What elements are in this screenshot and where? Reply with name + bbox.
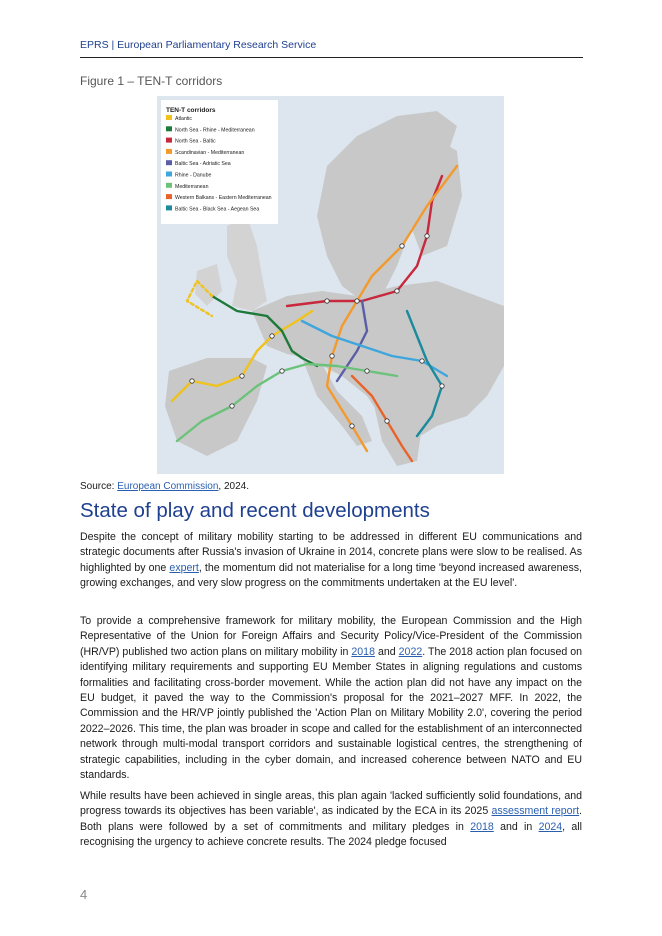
paragraph-3 bbox=[80, 789, 582, 851]
expert-link[interactable]: expert bbox=[169, 561, 199, 574]
legend-label: Baltic Sea - Black Sea - Aegean Sea bbox=[175, 206, 260, 213]
legend-swatch bbox=[166, 149, 172, 154]
action-plan-2022-link[interactable]: 2022 bbox=[398, 645, 423, 658]
figure-source bbox=[80, 481, 249, 492]
legend-label: Atlantic bbox=[175, 116, 193, 122]
section-title: State of play and recent developments bbox=[80, 499, 430, 522]
legend-title: TEN-T corridors bbox=[166, 107, 216, 114]
p2-text-3: . The 2018 action plan focused on identifying military requirements and supporting EU Member States in aligning regulations and customs formalities and facilitating cross-border movement. While the action plan did not have any impact on the EU budget, it paved the way to the Commission's proposal for the 2021–2027 MFF. In 2022, the Commission and the HR/VP jointly published the 'Action Plan on Military Mobility 2.0', covering the period 2022–2026. This time, the plan was broader in scope and called for the establishment of an interconnected network through multi-modal transport corridors and sustainable logistical centres, the strengthening of strategic capabilities, including in the cyber domain, and increased coherence between NATO and EU standards. bbox=[80, 645, 583, 782]
p1-text-2: , the momentum did not materialise for a long time 'beyond increased awareness, growing exchanges, and very slow progress on the commitments undertaken at the EU level'. bbox=[80, 561, 582, 590]
legend-label: Western Balkans - Eastern Mediterranean bbox=[175, 195, 272, 202]
paragraph-1 bbox=[80, 530, 582, 592]
p2-text-2: and bbox=[374, 645, 399, 658]
header-divider bbox=[80, 57, 583, 58]
assessment-report-link[interactable]: assessment report bbox=[491, 805, 580, 818]
legend-label: Baltic Sea - Adriatic Sea bbox=[175, 161, 231, 168]
legend-label: Rhine - Danube bbox=[175, 172, 212, 179]
great-britain-land bbox=[227, 216, 267, 311]
source-prefix: Source: bbox=[80, 481, 118, 492]
p3-text-4: , all recognising the urgency to achieve concrete results. The 2024 pledge focused bbox=[80, 820, 582, 849]
legend-swatch bbox=[166, 126, 172, 131]
legend-label: Mediterranean bbox=[175, 183, 209, 190]
ten-t-corridor-map bbox=[157, 96, 504, 474]
legend-swatch bbox=[166, 160, 172, 165]
figure-caption: Figure 1 – TEN-T corridors bbox=[80, 74, 223, 88]
paragraph-2 bbox=[80, 614, 582, 783]
p2-text-1: To provide a comprehensive framework for military mobility, the European Commission and the High Representative of the Union for Foreign Affairs and Security Policy/Vice-President of the Commission (HR/VP) published two action plans on military mobility in bbox=[80, 615, 582, 658]
legend-label: North Sea - Baltic bbox=[175, 138, 216, 145]
source-link[interactable]: European Commission bbox=[117, 481, 219, 492]
legend-swatch bbox=[166, 194, 172, 199]
map-svg bbox=[157, 96, 504, 474]
p3-text-1: While results have been achieved in single areas, this plan again 'lacked sufficiently solid foundations, and progress towards its objectives has been variable', as indicated by the ECA in its 2025 bbox=[80, 790, 582, 818]
legend-swatch bbox=[166, 138, 172, 143]
p1-text-1: Despite the concept of military mobility starting to be addressed in different EU communications and strategic documents after Russia's invasion of Ukraine in 2014, concrete plans were slow to be realised. As highlighted by one bbox=[80, 531, 582, 574]
running-header: EPRS | European Parliamentary Research Service bbox=[80, 39, 317, 51]
page-number: 4 bbox=[80, 887, 88, 902]
pledge-2024-link[interactable]: 2024 bbox=[538, 820, 563, 833]
source-suffix: , 2024. bbox=[218, 481, 250, 492]
legend-label: North Sea - Rhine - Mediterranean bbox=[175, 127, 255, 134]
pledge-2018-link[interactable]: 2018 bbox=[470, 820, 494, 833]
legend-swatch bbox=[166, 115, 172, 120]
legend-swatch bbox=[166, 183, 172, 188]
iberia-land bbox=[165, 358, 267, 456]
legend-swatch bbox=[166, 205, 172, 210]
legend-swatch bbox=[166, 172, 172, 177]
legend-label: Scandinavian - Mediterranean bbox=[175, 149, 245, 156]
p3-text-2: . Both plans were followed by a set of commitments and military pledges in bbox=[80, 805, 582, 833]
p3-text-3: and in bbox=[493, 820, 539, 833]
action-plan-2018-link[interactable]: 2018 bbox=[351, 645, 375, 658]
